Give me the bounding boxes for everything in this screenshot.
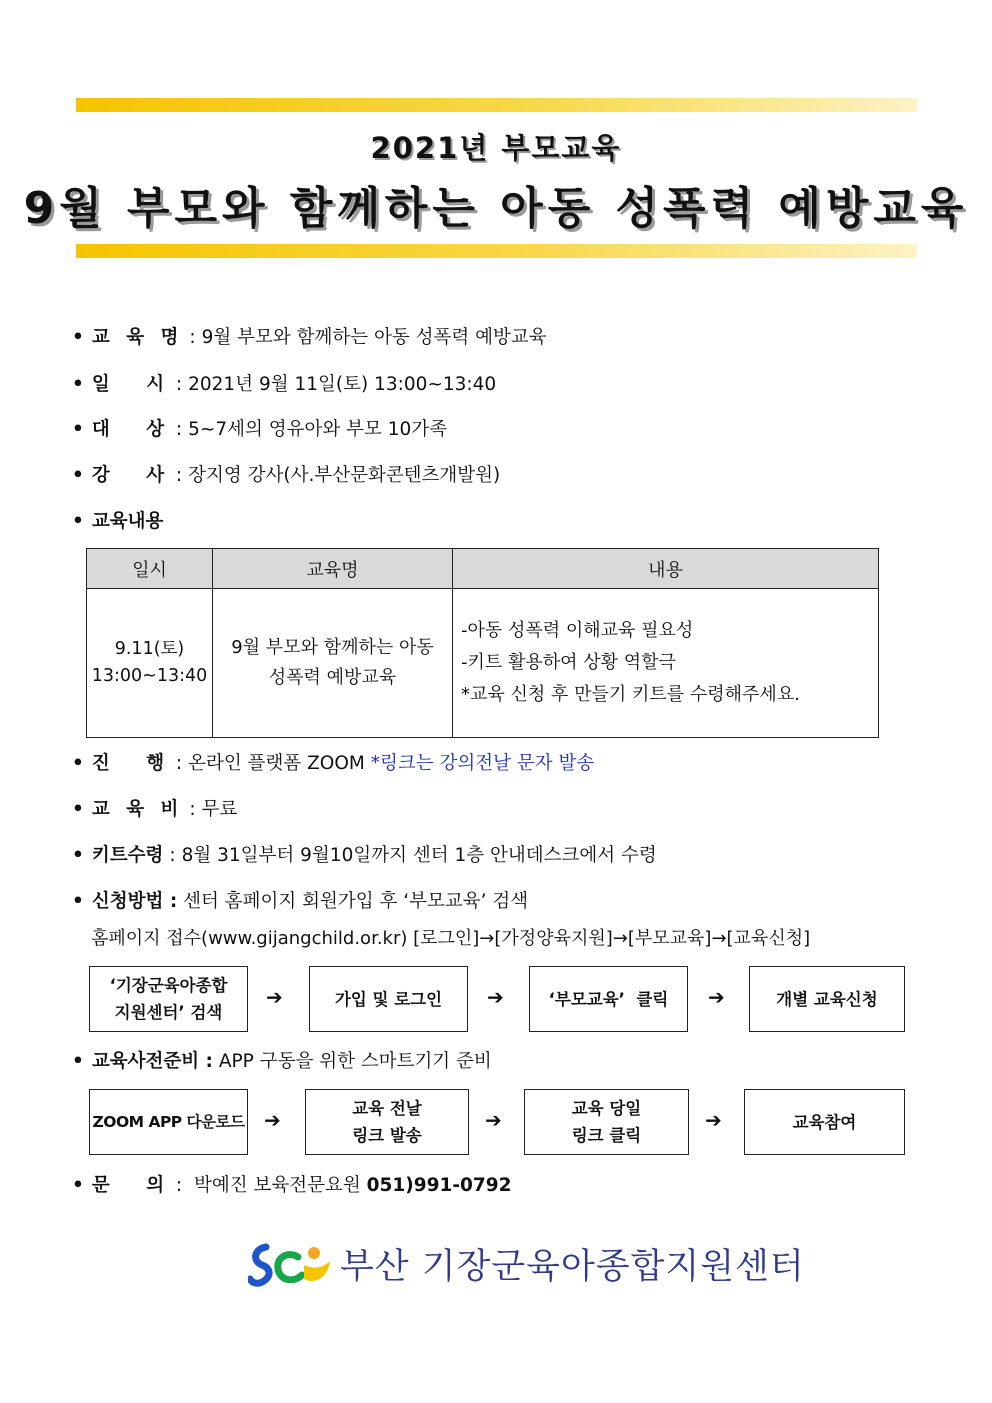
logo-mark-icon: [248, 1239, 334, 1289]
course-line: 성폭력 예방교육: [268, 667, 397, 688]
flow-line: ZOOM APP 다운로드: [92, 1112, 245, 1131]
bullet-icon: •: [72, 1175, 84, 1196]
name-label: 교 육 명: [91, 327, 184, 348]
time-line: 13:00~13:40: [91, 666, 208, 686]
progress-note: *링크는 강의전날 문자 발송: [370, 753, 595, 774]
logo-text: 부산 기장군육아종합지원센터: [340, 1247, 805, 1287]
contact-label: 문 의: [91, 1175, 165, 1196]
table-header-course: 교육명: [213, 549, 453, 589]
table-header-date: 일시: [87, 549, 213, 589]
flow-line: 링크 발송: [352, 1126, 422, 1145]
flow-line: 지원센터’ 검색: [114, 1003, 223, 1022]
content-label: 교육내용: [91, 511, 164, 532]
flow-box-link-click: [524, 1089, 689, 1155]
apply-label: 신청방법 :: [91, 891, 178, 912]
lecturer-value: 장지영 강사(사.부산문화콘텐츠개발원): [188, 465, 501, 486]
prep-label: 교육사전준비 :: [91, 1051, 213, 1072]
content-line: -아동 성폭력 이해교육 필요성: [461, 620, 694, 641]
bullet-icon: •: [72, 511, 84, 532]
page-title: 9월 부모와 함께하는 아동 성폭력 예방교육: [23, 183, 969, 234]
bullet-icon: •: [72, 845, 84, 866]
flow-line: 가입 및 로그인: [334, 989, 443, 1009]
info-row-target: • 대 상 : 5~7세의 영유아와 부모 10가족: [72, 415, 447, 441]
info-row-progress: • 진 행 : 온라인 플랫폼 ZOOM *링크는 강의전날 문자 발송: [72, 749, 594, 775]
flow-box-link-send: [305, 1089, 469, 1155]
flow-line: 링크 클릭: [571, 1126, 642, 1145]
page-subtitle: 2021년 부모교육: [370, 131, 622, 165]
flow-box-click: [529, 966, 688, 1032]
info-row-contact: • 문 의 : 박예진 보육전문요원 051)991-0792: [72, 1171, 512, 1197]
date-line: 9.11(토): [114, 639, 185, 659]
table-cell-date: [87, 589, 213, 738]
date-label: 일 시: [91, 374, 165, 395]
table-cell-content: [453, 589, 879, 738]
kit-label: 키트수령: [91, 845, 164, 866]
contact-name: 박예진 보육전문요원: [194, 1175, 361, 1196]
apply-value: 센터 홈페이지 회원가입 후 ‘부모교육’ 검색: [183, 891, 529, 912]
table-cell-course: [213, 589, 453, 738]
info-row-date: • 일 시 : 2021년 9월 11일(토) 13:00~13:40: [72, 370, 496, 396]
bullet-icon: •: [72, 327, 84, 348]
arrow-right-icon: ➔: [487, 985, 504, 1009]
bullet-icon: •: [72, 891, 84, 912]
flow-box-attend: [744, 1089, 905, 1155]
table-header-content: 내용: [453, 549, 879, 589]
flow-line: 개별 교육신청: [776, 989, 878, 1009]
arrow-right-icon: ➔: [264, 1108, 281, 1132]
bullet-icon: •: [72, 1051, 84, 1072]
bullet-icon: •: [72, 419, 84, 440]
flow-line: 교육 전날: [352, 1099, 422, 1118]
lecturer-label: 강 사: [91, 465, 165, 486]
info-row-fee: • 교 육 비 : 무료: [72, 795, 237, 821]
table-row: [87, 589, 879, 738]
info-row-kit: • 키트수령 : 8월 31일부터 9월10일까지 센터 1층 안내데스크에서 수령: [72, 841, 657, 867]
info-row-prep: [72, 1047, 492, 1073]
fee-label: 교 육 비: [91, 799, 184, 820]
arrow-right-icon: ➔: [485, 1108, 502, 1132]
flow-line: ‘부모교육’ 클릭: [548, 989, 669, 1009]
contact-phone: 051)991-0792: [366, 1175, 512, 1196]
bullet-icon: •: [72, 799, 84, 820]
center-logo: [248, 1236, 805, 1292]
bullet-icon: •: [72, 753, 84, 774]
top-accent-bar: [76, 98, 917, 112]
flow-line: 교육 당일: [571, 1099, 642, 1118]
flow-box-zoom: [89, 1089, 248, 1155]
bottom-accent-bar: [76, 244, 917, 258]
kit-value: 8월 31일부터 9월10일까지 센터 1층 안내데스크에서 수령: [181, 845, 657, 866]
progress-label: 진 행: [91, 753, 165, 774]
info-row-apply: [72, 887, 528, 913]
target-value: 5~7세의 영유아와 부모 10가족: [188, 419, 448, 440]
bullet-icon: •: [72, 465, 84, 486]
content-line: -키트 활용하여 상황 역할극: [461, 652, 676, 673]
name-value: 9월 부모와 함께하는 아동 성폭력 예방교육: [201, 327, 547, 348]
flow-box-apply: [749, 966, 905, 1032]
target-label: 대 상: [91, 419, 165, 440]
info-row-content: [72, 507, 163, 533]
flow-line: ‘기장군육아종합: [109, 976, 228, 995]
flow-box-search: [89, 966, 248, 1032]
progress-value: 온라인 플랫폼 ZOOM: [188, 753, 365, 774]
education-table: [86, 548, 879, 738]
table-header-row: [87, 549, 879, 589]
content-line: *교육 신청 후 만들기 키트를 수령해주세요.: [461, 684, 800, 705]
date-value: 2021년 9월 11일(토) 13:00~13:40: [188, 374, 497, 395]
flow-box-login: [309, 966, 468, 1032]
arrow-right-icon: ➔: [266, 985, 283, 1009]
fee-value: 무료: [201, 799, 238, 820]
bullet-icon: •: [72, 374, 84, 395]
arrow-right-icon: ➔: [708, 985, 725, 1009]
arrow-right-icon: ➔: [705, 1108, 722, 1132]
info-row-name: • 교 육 명 : 9월 부모와 함께하는 아동 성폭력 예방교육: [72, 323, 547, 349]
apply-url-line: 홈페이지 접수(www.gijangchild.or.kr) [로그인]→[가정양육지원]→[부모교육]→[교육신청]: [91, 928, 811, 949]
course-line: 9월 부모와 함께하는 아동: [231, 637, 434, 658]
flow-line: 교육참여: [792, 1112, 857, 1132]
info-row-lecturer: • 강 사 : 장지영 강사(사.부산문화콘텐츠개발원): [72, 461, 500, 487]
prep-value: APP 구동을 위한 스마트기기 준비: [218, 1051, 492, 1072]
